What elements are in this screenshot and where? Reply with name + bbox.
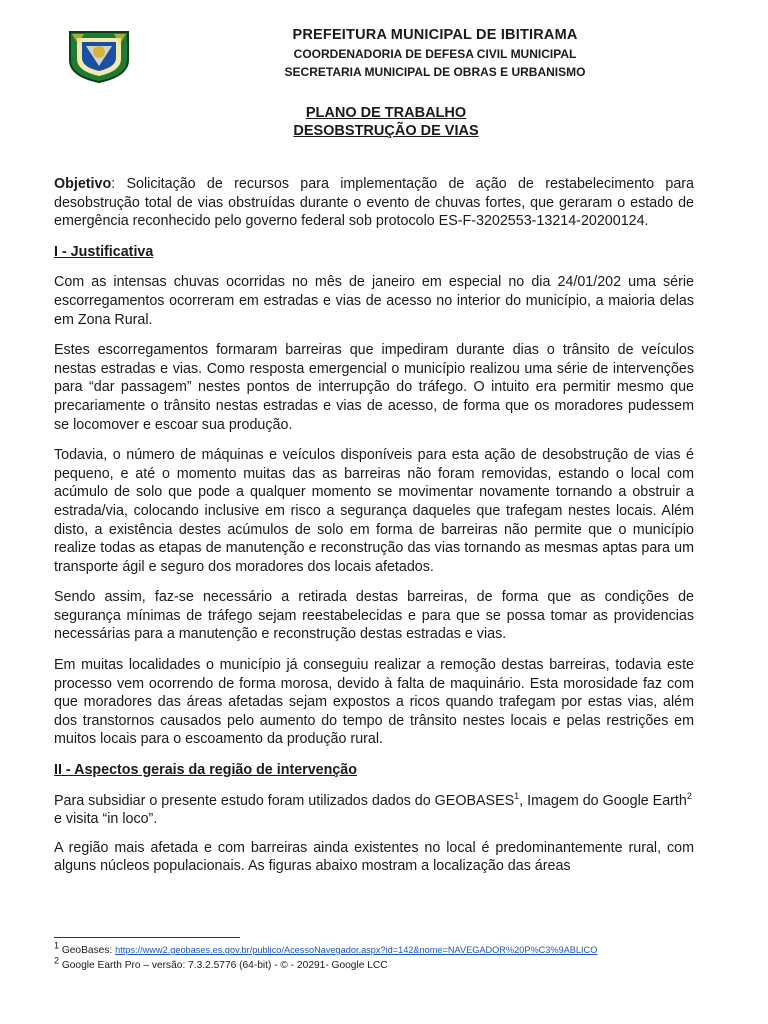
justification-paragraph-3: Todavia, o número de máquinas e veículos disponíveis para esta ação de desobstrução de vias é pequeno, e até o momento muitas das as barreiras não foram removidas, estando o local com acúmulo de solo que pode a qualquer momento se movimentar novamente tornando a obstruir a estrada/via, colocando inclusive em risco a segurança daqueles que trafegam nestes locais. Além disto, a existência destes acúmulos de solo em forma de barreiras não permite que o município realize todas as etapas de manutenção e reconstrução das vias tornando as mesmas aptas para um transporte ágil e seguro dos moradores dos locais afetados. [54,447,694,575]
aspects-paragraph-1 [54,792,694,829]
document-subtitle: DESOBSTRUÇÃO DE VIAS [293,123,479,139]
secretariat-name: SECRETARIA MUNICIPAL DE OBRAS E URBANISMO [284,65,586,79]
justification-paragraph-4: Sendo assim, faz-se necessário a retirada destas barreiras, de forma que as condições de segurança mínimas de tráfego sejam reestabelecidas e para que se possa tomar as providencias necessárias para a manutenção e reconstrução destas estradas e vias. [54,589,694,643]
section-heading-aspectos: II - Aspectos gerais da região de intervenção [54,762,357,779]
objective-paragraph [54,175,694,231]
objective-text: : Solicitação de recursos para implementação de ação de restabelecimento para desobstrução total de vias obstruídas durante o evento de chuvas fortes, que geraram o estado de emergência reconhecido pelo governo federal sob protocolo ES-F-3202553-13214-20200124. [54,176,694,230]
document-title: PLANO DE TRABALHO [305,105,467,121]
aspects-text-c: e visita “in loco”. [54,811,158,828]
objective-label: Objetivo [54,176,112,192]
document-body [54,175,694,888]
aspects-paragraph-2: A região mais afetada e com barreiras ainda existentes no local é predominantemente rural, com alguns núcleos populacionais. As figuras abaixo mostram a localização das áreas [54,839,694,875]
footnotes [54,940,734,973]
footnote-2-text: Google Earth Pro – versão: 7.3.2.5776 (64-bit) - © - 20291- Google LCC [59,960,388,971]
department-name: COORDENADORIA DE DEFESA CIVIL MUNICIPAL [293,47,577,61]
municipal-coat-of-arms-icon [64,26,134,84]
geobases-link[interactable]: https://www2.geobases.es.gov.br/publico/AcessoNavegador.aspx?id=142&nome=NAVEGADOR%20P%C3%9ABLICO [115,945,598,955]
justification-paragraph-2: Estes escorregamentos formaram barreiras que impediram durante dias o trânsito de veículos nestas estradas e vias. Como resposta emergencial o município realizou uma série de intervenções para “dar passagem” nestes pontos de interrupção do tráfego. O intuito era permitir mesmo que precariamente o trânsito nestas estradas e vias de acesso, de forma que os moradores pudessem se locomover e escoar sua produção. [54,342,694,433]
footnote-1 [54,940,734,958]
justification-paragraph-5: Em muitas localidades o município já conseguiu realizar a remoção destas barreiras, todavia este processo vem ocorrendo de forma morosa, devido à falta de maquinário. Esta morosidade faz com que moradores das áreas afetadas sejam expostos a ricos quando trafegam por estas vias, além dos transtornos causados pelo aumento do tempo de trânsito nestes locais e pelas restrições em muitos locais para o escoamento da produção rural. [54,657,694,748]
footnote-2-number: 2 [54,955,60,966]
footnote-ref-1[interactable]: 1 [514,790,520,801]
justification-paragraph-1: Com as intensas chuvas ocorridas no mês de janeiro em especial no dia 24/01/202 uma série escorregamentos ocorreram em estradas e vias de acesso no interior do município, a maioria delas em Zona Rural. [54,274,694,328]
footnote-1-number: 1 [54,940,60,951]
footnote-ref-2[interactable]: 2 [686,790,692,801]
document-header [0,0,768,90]
municipality-name: PREFEITURA MUNICIPAL DE IBITIRAMA [292,27,578,43]
section-heading-justificativa: I - Justificativa [54,243,154,260]
header-text-block [190,26,680,81]
footnote-separator [54,937,240,938]
footnote-2 [54,955,734,973]
aspects-text-a: Para subsidiar o presente estudo foram utilizados dados do GEOBASES [54,792,515,809]
footnote-1-label: GeoBases: [59,945,116,956]
aspects-text-b: , Imagem do Google Earth [519,792,687,809]
